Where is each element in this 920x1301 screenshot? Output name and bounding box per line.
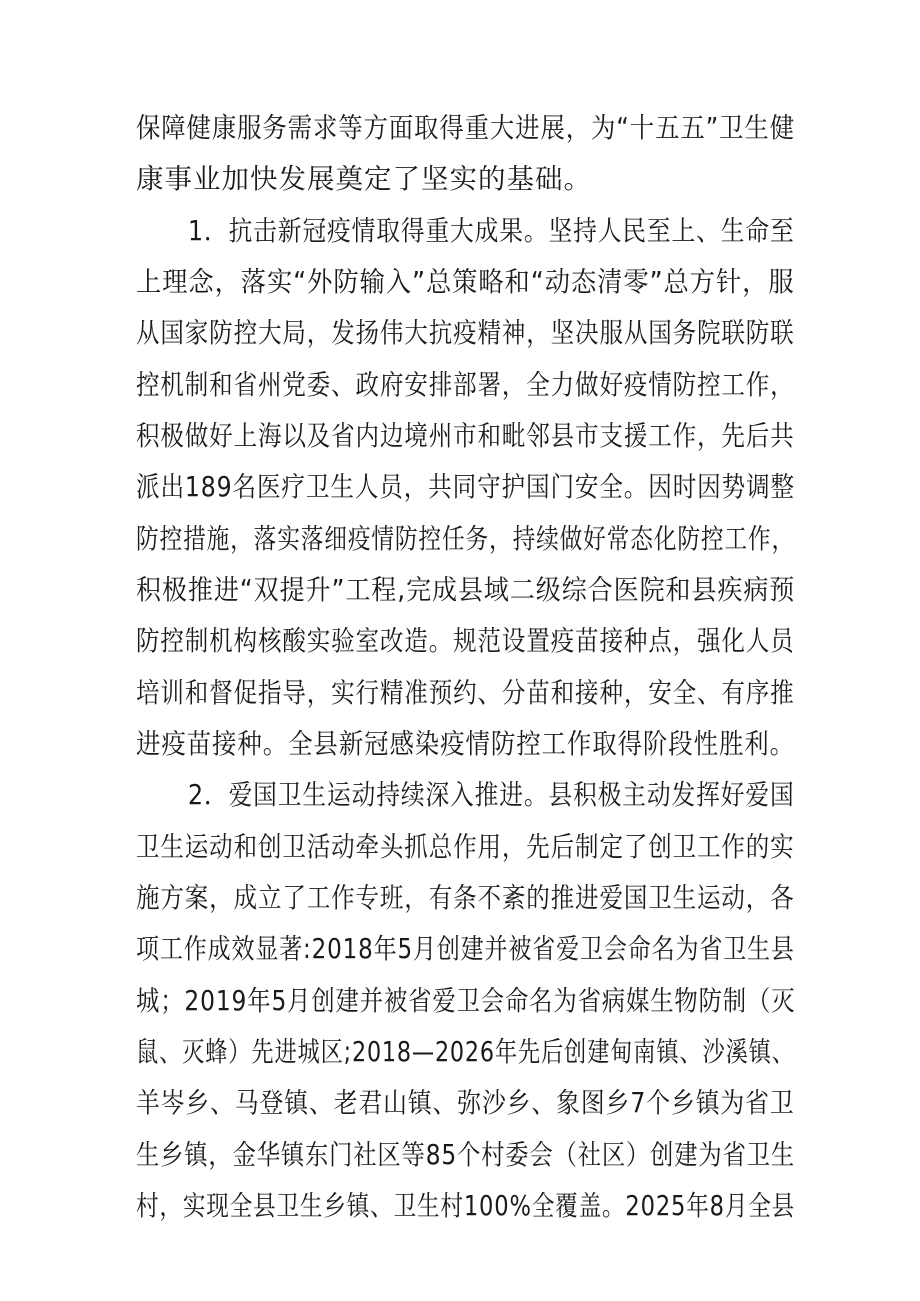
text-line: 进疫苗接种。全县新冠感染疫情防控工作取得阶段性胜利。	[136, 728, 795, 760]
text-line: 防控措施，落实落细疫情防控任务，持续做好常态化防控工作，	[136, 523, 795, 555]
text-line: 从国家防控大局，发扬伟大抗疫精神，坚决服从国务院联防联	[136, 317, 795, 349]
text-line: 上理念，落实“外防输入”总策略和“动态清零”总方针，服	[136, 266, 795, 298]
text-line: 施方案，成立了工作专班，有条不紊的推进爱国卫生运动，各	[136, 882, 795, 914]
paragraph-heading-line: 2．爱国卫生运动持续深入推进。县积极主动发挥好爱国	[188, 779, 795, 811]
text-line: 保障健康服务需求等方面取得重大进展，为“十五五”卫生健	[136, 112, 795, 144]
paragraph-heading-line: 1．抗击新冠疫情取得重大成果。坚持人民至上、生命至	[188, 215, 795, 247]
text-line: 控机制和省州党委、政府安排部署，全力做好疫情防控工作，	[136, 369, 795, 401]
text-line: 防控制机构核酸实验室改造。规范设置疫苗接种点，强化人员	[136, 625, 795, 657]
text-line: 积极做好上海以及省内边境州市和毗邻县市支援工作，先后共	[136, 420, 795, 452]
text-line: 城；2019年5月创建并被省爱卫会命名为省病媒生物防制（灭	[136, 985, 796, 1017]
text-line: 派出189名医疗卫生人员，共同守护国门安全。因时因势调整	[136, 471, 795, 503]
text-line: 项工作成效显著:2018年5月创建并被省爱卫会命名为省卫生县	[136, 933, 795, 965]
text-line: 村，实现全县卫生乡镇、卫生村100%全覆盖。2025年8月全县	[136, 1190, 796, 1222]
text-line: 培训和督促指导，实行精准预约、分苗和接种，安全、有序推	[136, 677, 795, 709]
text-line: 积极推进“双提升”工程,完成县域二级综合医院和县疾病预	[136, 574, 796, 606]
text-line: 生乡镇，金华镇东门社区等85个村委会（社区）创建为省卫生	[136, 1139, 795, 1171]
text-line: 鼠、灭蜂）先进城区;2018—2026年先后创建甸南镇、沙溪镇、	[136, 1036, 795, 1068]
text-line: 羊岑乡、马登镇、老君山镇、弥沙乡、象图乡7个乡镇为省卫	[136, 1087, 795, 1119]
text-line: 卫生运动和创卫活动牵头抓总作用，先后制定了创卫工作的实	[136, 831, 795, 863]
text-line: 康事业加快发展奠定了坚实的基础。	[136, 163, 592, 195]
